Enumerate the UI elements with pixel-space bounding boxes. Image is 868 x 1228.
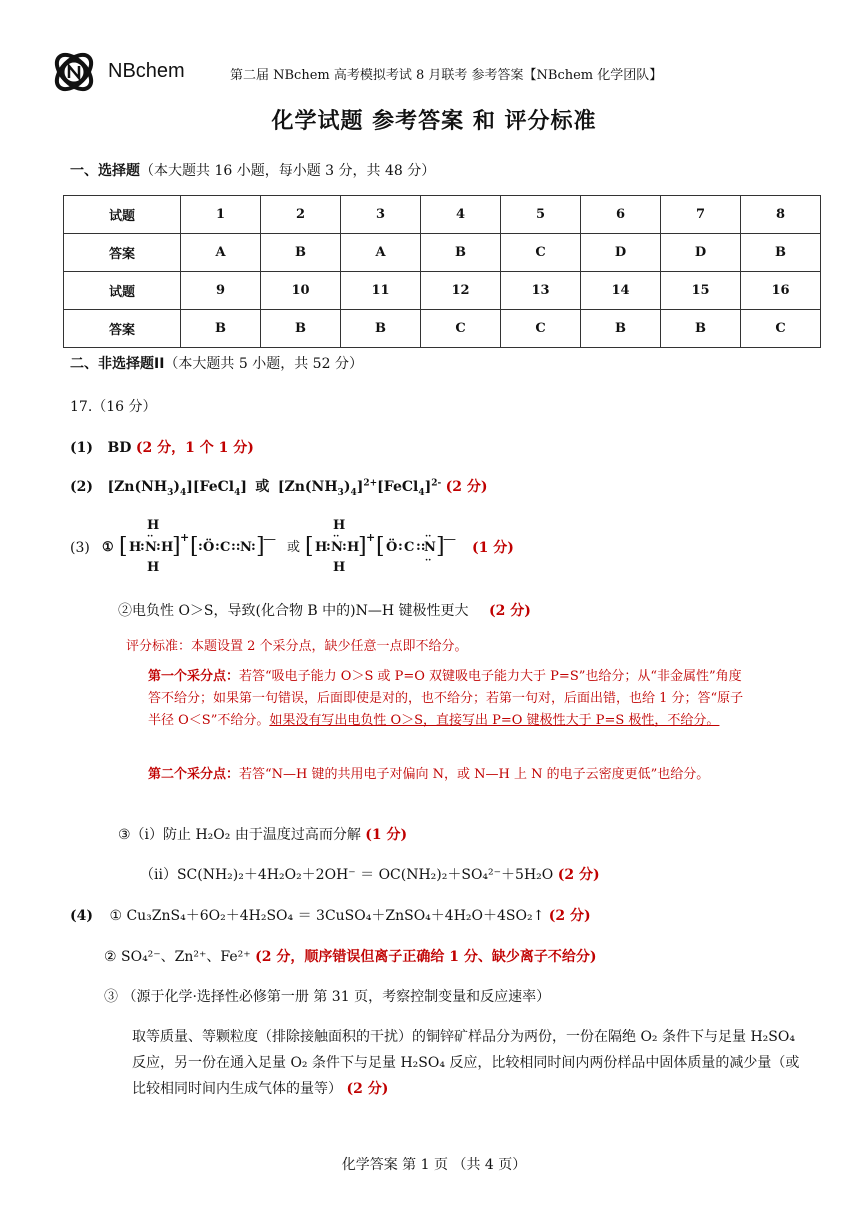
formula-1: $[Zn(NH_3)_4][FeCl_4]$ — [107, 479, 247, 498]
table-cell: 12 — [421, 272, 501, 310]
rubric1-underlined: 如果没有写出电负性 O＞S，直接写出 P=O 键极性大于 P=S 极性，不给分。 — [269, 713, 720, 728]
part3-3-ii-text: （ii）SC(NH₂)₂＋4H₂O₂＋2OH⁻ ＝ OC(NH₂)₂＋SO₄²⁻＋5H₂O — [140, 867, 554, 883]
svg-text:N: N — [424, 540, 436, 555]
part3-score: (1 分) — [472, 540, 514, 556]
svg-text:::: :: — [416, 539, 426, 554]
svg-text:[: [ — [119, 534, 128, 559]
svg-text::: : — [251, 539, 256, 554]
table-cell: B — [261, 310, 341, 348]
svg-text:··: ·· — [425, 532, 432, 542]
page-title: 化学试题 参考答案 和 评分标准 — [271, 109, 597, 134]
table-cell: 6 — [581, 196, 661, 234]
or-text: 或 — [255, 479, 270, 495]
svg-text:H: H — [147, 560, 160, 575]
table-cell: B — [421, 234, 501, 272]
exam-info: 第二届 NBchem 高考模拟考试 8 月联考 参考答案【NBchem 化学团队】 — [230, 68, 663, 83]
table-cell: C — [501, 234, 581, 272]
row-label: 答案 — [64, 234, 181, 272]
table-row — [64, 310, 821, 348]
svg-text:—: — — [443, 532, 456, 547]
table-cell: 5 — [501, 196, 581, 234]
svg-text:H: H — [333, 560, 346, 575]
q17-part2 — [70, 476, 488, 498]
row-label: 试题 — [64, 196, 181, 234]
row-label: 答案 — [64, 310, 181, 348]
table-cell: C — [421, 310, 501, 348]
svg-text:Ö: Ö — [203, 540, 215, 555]
svg-text:::: :: — [231, 539, 241, 554]
table-cell: 1 — [181, 196, 261, 234]
svg-text:C: C — [404, 540, 415, 555]
part3-2-score: (2 分) — [489, 603, 531, 619]
table-row — [64, 234, 821, 272]
nbchem-logo-icon — [50, 48, 98, 96]
svg-text:Ö: Ö — [386, 540, 398, 555]
q17-part4-3-body — [132, 1024, 808, 1102]
table-cell: B — [261, 234, 341, 272]
svg-text:[: [ — [305, 534, 314, 559]
rubric1-label: 第一个采分点： — [148, 669, 240, 684]
table-cell: B — [661, 310, 741, 348]
table-cell: B — [181, 310, 261, 348]
svg-text::: : — [342, 539, 347, 554]
page-footer: 化学答案 第 1 页 （共 4 页） — [341, 1157, 527, 1173]
section1-heading-line — [70, 160, 435, 180]
table-cell: 9 — [181, 272, 261, 310]
svg-text:C: C — [220, 540, 231, 555]
svg-text:N: N — [331, 540, 343, 555]
svg-text::: : — [398, 539, 403, 554]
svg-text:[: [ — [376, 534, 385, 559]
table-row — [64, 196, 821, 234]
rubric-point-1 — [148, 666, 752, 732]
table-cell: 8 — [741, 196, 821, 234]
table-cell: 13 — [501, 272, 581, 310]
svg-text:H: H — [315, 540, 328, 555]
svg-text:H: H — [161, 540, 174, 555]
q17-part3-3-ii — [140, 864, 600, 884]
part-label: (3) — [70, 540, 90, 556]
section2-heading: 二、非选择题II — [70, 356, 165, 372]
table-cell: D — [661, 234, 741, 272]
q17-part1 — [70, 437, 254, 457]
q17-part4-2 — [104, 946, 596, 966]
table-cell: A — [181, 234, 261, 272]
part4-3-score: (2 分) — [346, 1081, 389, 1097]
part1-answer: BD — [107, 440, 132, 456]
part-label: (1) — [70, 440, 93, 456]
svg-text:+: + — [180, 531, 190, 544]
rubric1-text: 若答“吸电子能力 O＞S 或 P=O 双键吸电子能力大于 P=S”也给分；从“非金属性”角度答不给分；如果第一句错误，后面即使是对的，也不给分；若第一句对，后面出错，也给 1 分；答“原子半径 O＜S”不给分。 — [148, 669, 744, 728]
table-cell: 4 — [421, 196, 501, 234]
svg-text:[: [ — [190, 534, 199, 559]
section2-heading-line — [70, 353, 363, 373]
table-cell: D — [581, 234, 661, 272]
table-cell: 3 — [341, 196, 421, 234]
q17-part4-1 — [70, 905, 591, 925]
svg-text::: : — [326, 539, 331, 554]
svg-text:··: ·· — [425, 556, 432, 566]
table-cell: B — [581, 310, 661, 348]
part-label: (4) — [70, 908, 93, 924]
rubric-point-2 — [148, 764, 752, 786]
part4-3-body: 取等质量、等颗粒度（排除接触面积的干扰）的铜锌矿样品分为两份，一份在隔绝 O₂ 条件下与足量 H₂SO₄ 反应，另一份在通入足量 O₂ 条件下与足量 H₂SO₄ 反应，比较相同时间内两份样品中固体质量的减少量（或比较相同时间内生成气体的量等） — [132, 1029, 800, 1097]
lewis-structures — [102, 515, 822, 575]
or-text: 或 — [287, 540, 301, 555]
section2-note: （本大题共 5 小题，共 52 分） — [164, 356, 363, 372]
svg-text:··: ·· — [333, 532, 340, 542]
svg-text:··: ·· — [147, 532, 154, 542]
svg-text:H: H — [129, 540, 142, 555]
circle-one-label: ① — [102, 540, 114, 555]
table-cell: 11 — [341, 272, 421, 310]
part4-1-score: (2 分) — [548, 908, 591, 924]
table-cell: C — [741, 310, 821, 348]
table-row — [64, 272, 821, 310]
row-label: 试题 — [64, 272, 181, 310]
part3-3-i-score: (1 分) — [365, 827, 408, 843]
table-cell: B — [341, 310, 421, 348]
rubric-intro: 评分标准：本题设置 2 个采分点，缺少任意一点即不给分。 — [126, 639, 468, 654]
svg-text:N: N — [240, 540, 252, 555]
part4-3-heading: ③ （源于化学·选择性必修第一册 第 31 页，考察控制变量和反应速率） — [104, 989, 551, 1005]
svg-text:]: ] — [256, 534, 265, 559]
table-cell: 7 — [661, 196, 741, 234]
table-cell: A — [341, 234, 421, 272]
part4-1-text: ① Cu₃ZnS₄＋6O₂＋4H₂SO₄ ＝ 3CuSO₄＋ZnSO₄＋4H₂O＋4SO₂↑ — [109, 908, 545, 924]
part3-3-i-text: ③（i）防止 H₂O₂ 由于温度过高而分解 — [118, 827, 361, 843]
q17-part3-3-i — [118, 824, 407, 844]
part3-3-ii-score: (2 分) — [557, 867, 600, 883]
svg-text:—: — — [263, 532, 276, 547]
answer-table — [63, 195, 821, 348]
part3-2-text: ②电负性 O＞S，导致(化合物 B 中的)N—H 键极性更大 — [118, 603, 469, 619]
svg-text::: : — [215, 539, 220, 554]
section1-note: （本大题共 16 小题，每小题 3 分，共 48 分） — [140, 163, 436, 179]
svg-text:]: ] — [172, 534, 181, 559]
table-cell: 14 — [581, 272, 661, 310]
part1-score: (2 分，1 个 1 分) — [135, 440, 254, 456]
svg-text:]: ] — [358, 534, 367, 559]
formula-2: $[Zn(NH_3)_4]^{2+}[FeCl_4]^{2-}$ — [277, 478, 442, 498]
table-cell: C — [501, 310, 581, 348]
section1-heading: 一、选择题 — [70, 163, 140, 179]
rubric2-label: 第二个采分点： — [148, 767, 240, 782]
svg-text::: : — [156, 539, 161, 554]
svg-text:]: ] — [436, 534, 445, 559]
svg-text:+: + — [366, 531, 376, 544]
part-label: (2) — [70, 479, 93, 495]
q17-part3-2 — [118, 600, 531, 620]
table-cell: B — [741, 234, 821, 272]
svg-text:H: H — [147, 518, 160, 533]
table-cell: 16 — [741, 272, 821, 310]
part4-2-score: (2 分，顺序错误但离子正确给 1 分、缺少离子不给分) — [255, 949, 597, 965]
q17-title: 17.（16 分） — [70, 399, 157, 415]
part4-2-text: ② SO₄²⁻、Zn²⁺、Fe²⁺ — [104, 949, 251, 965]
brand-name: NBchem — [108, 60, 185, 82]
svg-text::: : — [140, 539, 145, 554]
svg-text:H: H — [347, 540, 360, 555]
part2-score: (2 分) — [445, 479, 488, 495]
svg-text:H: H — [333, 518, 346, 533]
table-cell: 10 — [261, 272, 341, 310]
rubric2-text: 若答“N—H 键的共用电子对偏向 N，或 N—H 上 N 的电子云密度更低”也给分。 — [239, 767, 710, 782]
svg-text:N: N — [145, 540, 157, 555]
svg-text::: : — [198, 539, 203, 554]
table-cell: 15 — [661, 272, 741, 310]
table-cell: 2 — [261, 196, 341, 234]
